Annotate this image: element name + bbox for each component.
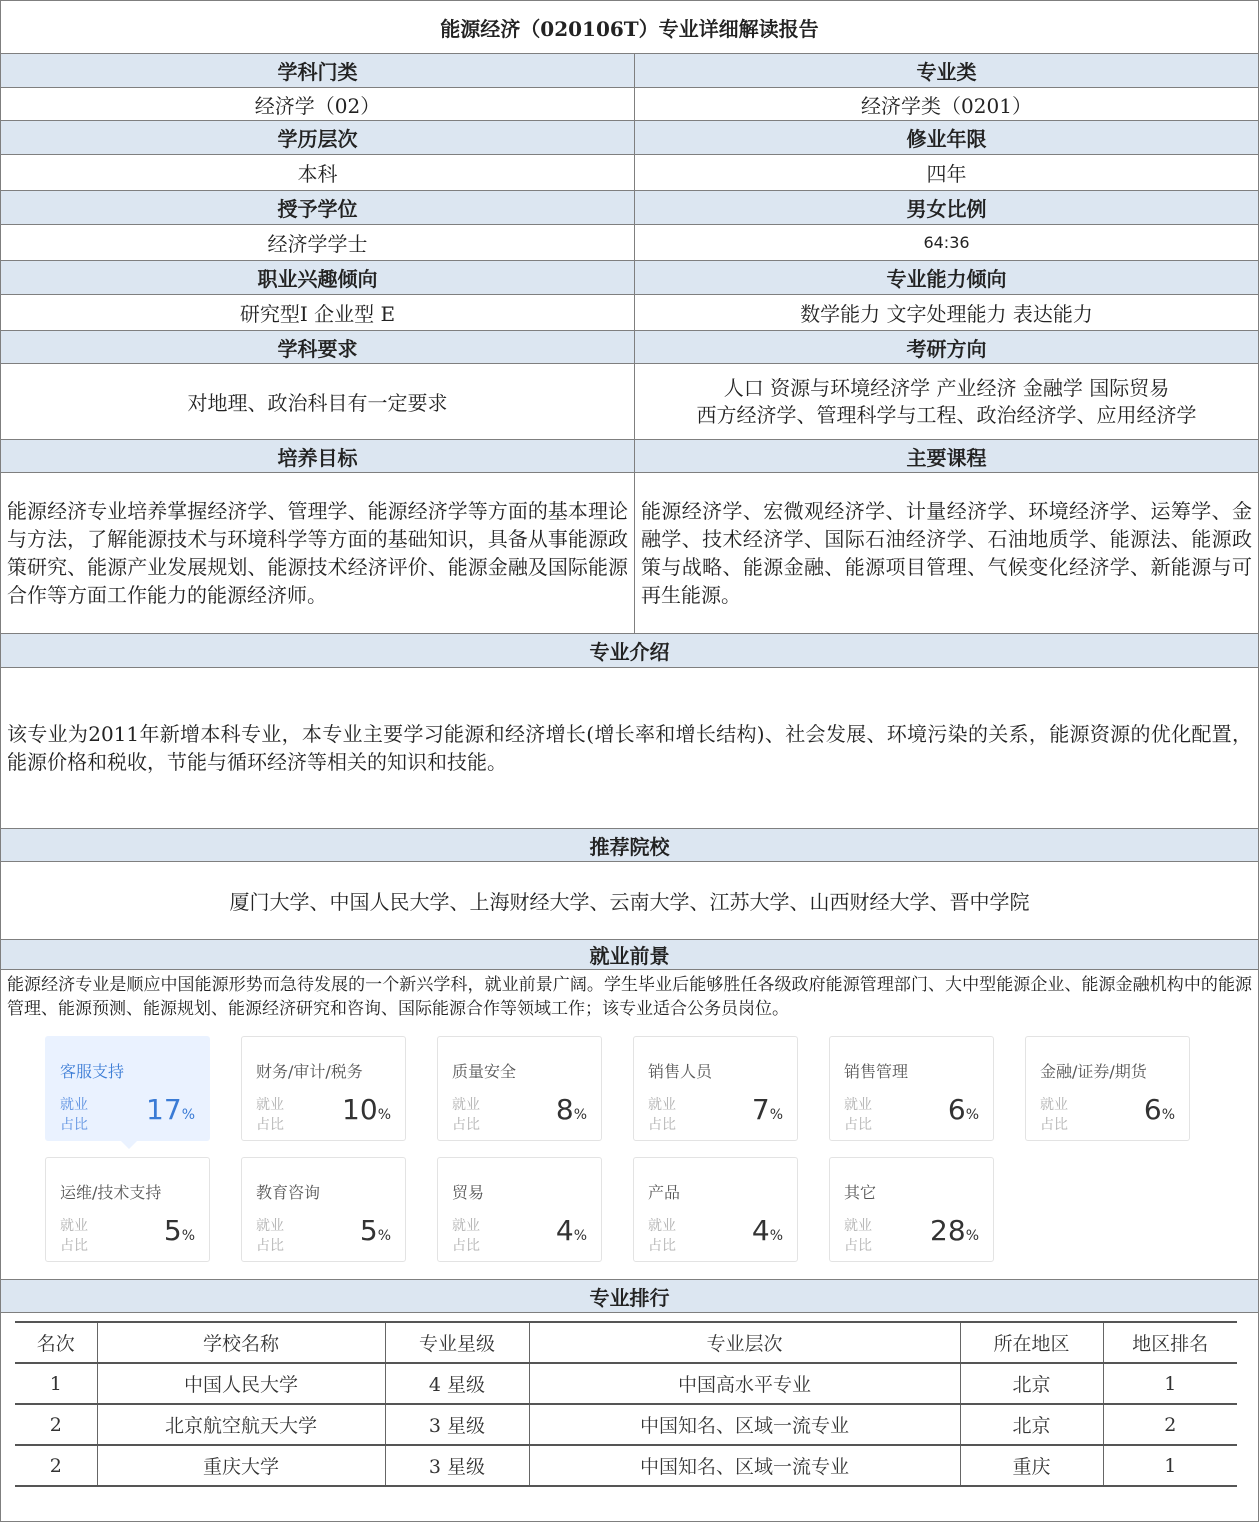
card-percentage-unit: % [769, 1228, 783, 1244]
card-percentage-value: 6 [1143, 1093, 1162, 1126]
value-row [1, 225, 1258, 261]
card-stat-label-line-2: 占比 [256, 1238, 284, 1254]
intro-label: 专业介绍 [1, 634, 1258, 667]
employment-card[interactable] [437, 1036, 602, 1141]
star-cell: 4 星级 [385, 1363, 529, 1404]
star-cell: 3 星级 [385, 1445, 529, 1486]
card-stat-label-line-2: 占比 [256, 1117, 284, 1133]
card-percentage-unit: % [965, 1228, 979, 1244]
card-percentage [360, 1214, 391, 1247]
card-title: 其它 [844, 1183, 877, 1202]
card-title: 运维/技术支持 [60, 1183, 162, 1202]
interest-label: 职业兴趣倾向 [1, 261, 635, 294]
card-stat-label [452, 1216, 480, 1256]
value-row [1, 88, 1258, 121]
tier-header: 专业层次 [529, 1322, 960, 1363]
tier-cell: 中国知名、区域一流专业 [529, 1445, 960, 1486]
card-stat-label-line-2: 占比 [452, 1117, 480, 1133]
duration-label: 修业年限 [635, 121, 1258, 154]
employment-card[interactable] [633, 1157, 798, 1262]
section-header [1, 940, 1258, 970]
employment-label: 就业前景 [1, 940, 1258, 969]
card-percentage-unit: % [573, 1228, 587, 1244]
rank-cell: 1 [15, 1363, 97, 1404]
employment-card[interactable] [241, 1036, 406, 1141]
table-row [15, 1445, 1237, 1486]
region-rank-cell: 1 [1164, 1454, 1177, 1477]
card-percentage-unit: % [377, 1228, 391, 1244]
card-percentage-unit: % [573, 1107, 587, 1123]
interest-value: 研究型I 企业型 E [1, 295, 635, 330]
active-pointer-icon [120, 1140, 138, 1149]
value-row [1, 155, 1258, 191]
card-stat-label-line-1: 就业 [844, 1097, 872, 1113]
category-label: 专业类 [635, 54, 1258, 87]
ratio-label: 男女比例 [635, 191, 1258, 224]
card-percentage-unit: % [965, 1107, 979, 1123]
table-row [15, 1404, 1237, 1445]
card-percentage-value: 6 [947, 1093, 966, 1126]
region-cell: 北京 [960, 1404, 1103, 1445]
card-stat-label-line-2: 占比 [1040, 1117, 1068, 1133]
card-percentage-unit: % [377, 1107, 391, 1123]
section-header [1, 829, 1258, 862]
card-title: 质量安全 [452, 1062, 517, 1081]
card-percentage [752, 1214, 783, 1247]
card-percentage-value: 10 [342, 1093, 378, 1126]
card-stat-label-line-2: 占比 [844, 1117, 872, 1133]
ranking-label: 专业排行 [1, 1280, 1258, 1312]
duration-value: 四年 [926, 162, 967, 186]
ability-value: 数学能力 文字处理能力 表达能力 [800, 302, 1093, 326]
card-percentage-unit: % [181, 1228, 195, 1244]
card-percentage-unit: % [1161, 1107, 1175, 1123]
card-title: 客服支持 [60, 1062, 125, 1081]
card-title: 财务/审计/税务 [256, 1062, 363, 1081]
value-row [1, 295, 1258, 331]
ability-label: 专业能力倾向 [635, 261, 1258, 294]
subject-value: 对地理、政治科目有一定要求 [1, 364, 635, 439]
employment-card[interactable] [45, 1036, 210, 1141]
employment-text: 能源经济专业是顺应中国能源形势而急待发展的一个新兴学科，就业前景广阔。学生毕业后能够胜任各级政府能源管理部门、大中型能源企业、能源金融机构中的能源管理、能源预测、能源规划、能源经济研究和咨询、国际能源合作等领域工作；该专业适合公务员岗位。 [7, 975, 1252, 1019]
region-header: 所在地区 [960, 1322, 1103, 1363]
card-stat-label-line-2: 占比 [60, 1117, 88, 1133]
header-row [1, 191, 1258, 225]
school-cell: 中国人民大学 [97, 1363, 385, 1404]
ranking-header-row [15, 1322, 1237, 1363]
card-stat-label-line-1: 就业 [452, 1218, 480, 1234]
card-percentage [164, 1214, 195, 1247]
card-percentage [556, 1093, 587, 1126]
card-percentage-value: 17 [146, 1093, 182, 1126]
schools-row [1, 862, 1258, 940]
card-percentage-unit: % [769, 1107, 783, 1123]
card-percentage-value: 28 [930, 1214, 966, 1247]
employment-card[interactable] [45, 1157, 210, 1262]
card-stat-label-line-1: 就业 [452, 1097, 480, 1113]
value-row [1, 364, 1258, 440]
table-row [15, 1363, 1237, 1404]
region-cell: 北京 [960, 1363, 1103, 1404]
card-stat-label-line-1: 就业 [256, 1218, 284, 1234]
intro-text: 该专业为2011年新增本科专业，本专业主要学习能源和经济增长(增长率和增长结构)、社会发展、环境污染的关系，能源资源的优化配置，能源价格和税收，节能与循环经济等相关的知识和技能。 [7, 722, 1252, 774]
discipline-value: 经济学（02） [1, 88, 635, 120]
postgrad-label: 考研方向 [635, 331, 1258, 363]
school-header: 学校名称 [97, 1322, 385, 1363]
card-stat-label-line-2: 占比 [648, 1238, 676, 1254]
region-rank-cell: 2 [1164, 1413, 1177, 1436]
goal-label: 培养目标 [1, 440, 635, 472]
card-stat-label [256, 1095, 284, 1135]
card-stat-label [1040, 1095, 1068, 1135]
card-stat-label-line-2: 占比 [452, 1238, 480, 1254]
region-cell: 重庆 [960, 1445, 1103, 1486]
card-stat-label-line-1: 就业 [1040, 1097, 1068, 1113]
courses-value: 能源经济学、宏微观经济学、计量经济学、环境经济学、运筹学、金融学、技术经济学、国际石油经济学、石油地质学、能源法、能源政策与战略、能源金融、能源项目管理、气候变化经济学、新能源与可再生能源。 [641, 499, 1252, 607]
card-percentage-value: 5 [163, 1214, 182, 1247]
card-percentage [146, 1093, 195, 1126]
star-cell: 3 星级 [385, 1404, 529, 1445]
postgrad-value [635, 364, 1258, 439]
value-row [1, 473, 1258, 634]
card-percentage [556, 1214, 587, 1247]
region-rank-header: 地区排名 [1132, 1333, 1209, 1355]
card-stat-label [844, 1216, 872, 1256]
card-percentage [342, 1093, 391, 1126]
postgrad-line-1: 人口 资源与环境经济学 产业经济 金融学 国际贸易 [723, 375, 1170, 400]
card-stat-label-line-1: 就业 [648, 1218, 676, 1234]
card-title: 销售管理 [844, 1062, 909, 1081]
star-header: 专业星级 [385, 1322, 529, 1363]
card-percentage-unit: % [181, 1107, 195, 1123]
employment-card[interactable] [437, 1157, 602, 1262]
card-percentage-value: 4 [555, 1214, 574, 1247]
discipline-label: 学科门类 [1, 54, 635, 87]
employment-card[interactable] [633, 1036, 798, 1141]
card-percentage-value: 7 [751, 1093, 770, 1126]
card-stat-label [60, 1216, 88, 1256]
card-title: 产品 [648, 1183, 681, 1202]
card-title: 贸易 [452, 1183, 485, 1202]
header-row [1, 331, 1258, 364]
school-cell: 重庆大学 [97, 1445, 385, 1486]
ranking-table [15, 1321, 1237, 1487]
rank-header: 名次 [15, 1322, 97, 1363]
card-percentage-value: 5 [359, 1214, 378, 1247]
card-title: 教育咨询 [256, 1183, 321, 1202]
employment-card[interactable] [1025, 1036, 1190, 1141]
card-stat-label [844, 1095, 872, 1135]
goal-value: 能源经济专业培养掌握经济学、管理学、能源经济学等方面的基本理论与方法，了解能源技术与环境科学等方面的基础知识，具备从事能源政策研究、能源产业发展规划、能源技术经济评价、能源金融及国际能源合作等方面工作能力的能源经济师。 [1, 473, 635, 633]
intro-row [1, 668, 1258, 829]
card-stat-label-line-1: 就业 [648, 1097, 676, 1113]
postgrad-line-2: 西方经济学、管理科学与工程、政治经济学、应用经济学 [696, 402, 1197, 427]
school-cell: 北京航空航天大学 [97, 1404, 385, 1445]
employment-card[interactable] [829, 1036, 994, 1141]
section-header [1, 634, 1258, 668]
courses-label: 主要课程 [635, 440, 1258, 472]
category-value: 经济学类（0201） [861, 93, 1032, 118]
rank-cell: 2 [15, 1445, 97, 1486]
card-title: 金融/证券/期货 [1040, 1062, 1147, 1081]
rank-cell: 2 [15, 1404, 97, 1445]
card-stat-label [60, 1095, 88, 1135]
tier-cell: 中国高水平专业 [529, 1363, 960, 1404]
employment-card[interactable] [241, 1157, 406, 1262]
level-value: 本科 [1, 155, 635, 190]
card-percentage-value: 8 [555, 1093, 574, 1126]
card-stat-label-line-1: 就业 [60, 1097, 88, 1113]
header-row [1, 54, 1258, 88]
subject-label: 学科要求 [1, 331, 635, 363]
card-stat-label-line-1: 就业 [60, 1218, 88, 1234]
ratio-value: 64:36 [923, 233, 970, 252]
card-stat-label [648, 1095, 676, 1135]
card-stat-label [648, 1216, 676, 1256]
schools-text: 厦门大学、中国人民大学、上海财经大学、云南大学、江苏大学、山西财经大学、晋中学院 [229, 890, 1030, 914]
section-header [1, 1280, 1258, 1313]
region-rank-cell: 1 [1164, 1372, 1177, 1395]
header-row [1, 261, 1258, 295]
employment-card[interactable] [829, 1157, 994, 1262]
card-percentage [1144, 1093, 1175, 1126]
tier-cell: 中国知名、区域一流专业 [529, 1404, 960, 1445]
card-stat-label-line-2: 占比 [60, 1238, 88, 1254]
card-stat-label-line-1: 就业 [844, 1218, 872, 1234]
level-label: 学历层次 [1, 121, 635, 154]
header-row [1, 440, 1258, 473]
title-row [1, 1, 1258, 54]
card-percentage [752, 1093, 783, 1126]
card-stat-label [452, 1095, 480, 1135]
card-percentage [930, 1214, 979, 1247]
card-percentage [948, 1093, 979, 1126]
report-title: 能源经济（020106T）专业详细解读报告 [440, 16, 819, 41]
card-stat-label [256, 1216, 284, 1256]
card-stat-label-line-1: 就业 [256, 1097, 284, 1113]
header-row [1, 121, 1258, 155]
degree-label: 授予学位 [1, 191, 635, 224]
card-stat-label-line-2: 占比 [648, 1117, 676, 1133]
card-title: 销售人员 [648, 1062, 713, 1081]
card-stat-label-line-2: 占比 [844, 1238, 872, 1254]
card-percentage-value: 4 [751, 1214, 770, 1247]
degree-value: 经济学学士 [1, 225, 635, 260]
schools-label: 推荐院校 [1, 829, 1258, 861]
